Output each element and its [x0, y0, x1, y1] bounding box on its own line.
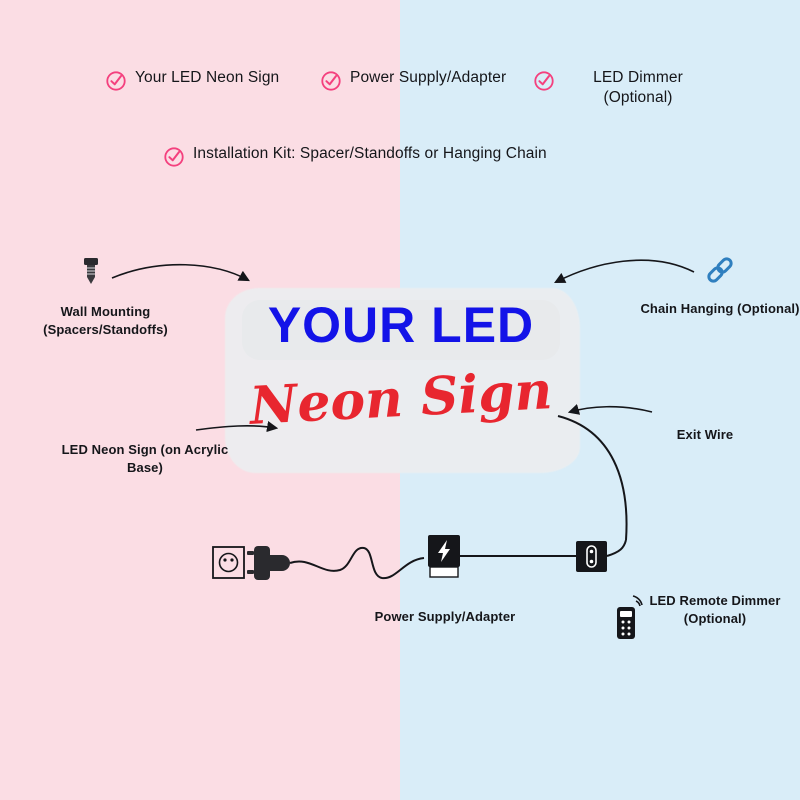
neon-sign-line-1: YOUR LED — [267, 297, 535, 353]
callout-led-neon-sign: LED Neon Sign (on Acrylic Base) — [61, 442, 229, 475]
callout-exit-wire: Exit Wire — [676, 427, 734, 442]
arrow-led-neon-sign — [196, 426, 276, 430]
callout-chain-hanging: Chain Hanging (Optional) — [640, 301, 800, 316]
power-cord-path — [290, 548, 424, 578]
checklist-item-label: Your LED Neon Sign — [135, 69, 280, 86]
wall-outlet-icon — [213, 547, 244, 578]
dimmer-to-exit-wire — [607, 540, 626, 556]
arrow-wall-mounting — [112, 265, 248, 280]
arrow-exit-wire — [570, 407, 652, 412]
callout-power-supply: Power Supply/Adapter — [374, 609, 516, 624]
inline-dimmer-icon — [576, 541, 607, 572]
callout-led-remote-dimmer: LED Remote Dimmer (Optional) — [649, 593, 781, 626]
chain-link-icon — [707, 257, 733, 283]
checklist-item-label: Power Supply/Adapter — [350, 69, 507, 86]
checklist-item-label: Installation Kit: Spacer/Standoffs or Hanging Chain — [193, 145, 547, 162]
power-plug-icon — [247, 546, 290, 580]
screw-icon — [84, 258, 98, 284]
power-adapter-icon — [428, 535, 460, 577]
arrow-chain-hanging — [556, 260, 694, 282]
callout-wall-mounting: Wall Mounting (Spacers/Standoffs) — [43, 304, 168, 337]
exit-wire-path — [558, 416, 627, 540]
checklist-item-label: LED Dimmer (Optional) — [593, 69, 683, 107]
neon-sign-line-2: Neon Sign — [248, 360, 554, 437]
